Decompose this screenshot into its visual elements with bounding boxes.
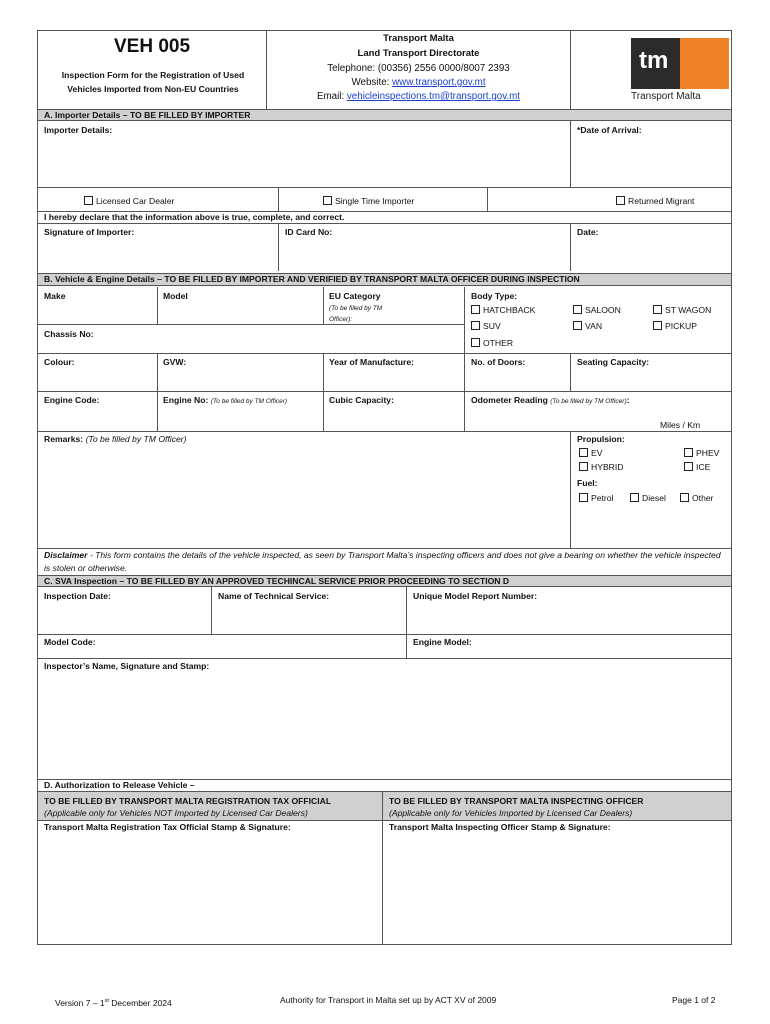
fuel-option-other[interactable]: Other <box>680 493 714 504</box>
footer-page-number: Page 1 of 2 <box>672 995 716 1005</box>
org-name: Transport Malta <box>383 33 454 44</box>
hatchback-checkbox[interactable] <box>471 305 480 314</box>
body-type-option-pickup[interactable]: PICKUP <box>653 321 697 332</box>
signature-of-importer-label: Signature of Importer: <box>44 227 135 237</box>
propulsion-option-ice[interactable]: ICE <box>684 462 710 473</box>
engine-code-label: Engine Code: <box>44 395 100 405</box>
body-type-option-st-wagon[interactable]: ST WAGON <box>653 305 711 316</box>
importer-details-label: Importer Details: <box>44 125 113 135</box>
section-d-right-head: TO BE FILLED BY TRANSPORT MALTA INSPECTING OFFICER <box>389 796 644 806</box>
propulsion-option-hybrid[interactable]: HYBRID <box>579 462 623 473</box>
section-d-right-note: (Applicable only for Vehicles Imported by Licensed Car Dealers) <box>389 808 633 818</box>
ev-checkbox[interactable] <box>579 448 588 457</box>
year-of-manufacture-label: Year of Manufacture: <box>329 357 415 367</box>
pickup-checkbox[interactable] <box>653 321 662 330</box>
website-label: Website: <box>351 77 393 88</box>
directorate: Land Transport Directorate <box>357 48 480 59</box>
licensed-car-dealer-option[interactable]: Licensed Car Dealer <box>84 196 174 207</box>
body-type-option-hatchback[interactable]: HATCHBACK <box>471 305 535 316</box>
body-type-option-saloon[interactable]: SALOON <box>573 305 621 316</box>
licensed-car-dealer-checkbox[interactable] <box>84 196 93 205</box>
eu-category-note: (To be filled by TM Officer): <box>329 305 383 323</box>
engine-no-note: (To be filled by TM Officer) <box>210 398 288 405</box>
signature-field[interactable] <box>38 238 278 270</box>
id-card-field[interactable] <box>279 238 570 270</box>
model-code-label: Model Code: <box>44 637 96 647</box>
chassis-label: Chassis No: <box>44 329 94 339</box>
form-code: VEH 005 <box>113 36 191 57</box>
single-time-importer-option[interactable]: Single Time Importer <box>323 196 414 207</box>
inspection-date-label: Inspection Date: <box>44 591 111 601</box>
email-line <box>267 90 570 104</box>
email-link[interactable]: vehicleinspections.tm@transport.gov.mt <box>346 91 521 102</box>
returned-migrant-option[interactable]: Returned Migrant <box>616 196 694 207</box>
colour-label: Colour: <box>44 357 75 367</box>
inspecting-officer-stamp-field[interactable] <box>383 834 731 943</box>
technical-service-label: Name of Technical Service: <box>218 591 330 601</box>
disclaimer-label: Disclaimer <box>44 550 88 560</box>
date-field[interactable] <box>571 238 731 270</box>
section-c-title: C. SVA Inspection – TO BE FILLED BY AN APPROVED TECHINCAL SERVICE PRIOR PROCEEDING TO SECTION D <box>38 575 731 587</box>
odometer-unit: Miles / Km <box>660 420 701 430</box>
footer-version: Version 7 – 1st December 2024 <box>55 997 172 1008</box>
fuel-option-diesel[interactable]: Diesel <box>630 493 666 504</box>
logo-caption: Transport Malta <box>631 91 701 102</box>
inspector-label: Inspector’s Name, Signature and Stamp: <box>44 661 210 671</box>
footer-authority: Authority for Transport in Malta set up by ACT XV of 2009 <box>280 995 497 1005</box>
inspector-field[interactable] <box>38 673 731 777</box>
form-title: Inspection Form for the Registration of Used Vehicles Imported from Non-EU Countries <box>61 70 245 94</box>
tax-official-stamp-field[interactable] <box>38 834 382 943</box>
section-d-left-note: (Applicable only for Vehicles NOT Imported by Licensed Car Dealers) <box>44 808 308 818</box>
engine-model-label: Engine Model: <box>413 637 472 647</box>
propulsion-option-phev[interactable]: PHEV <box>684 448 719 459</box>
remarks-field[interactable] <box>38 446 570 546</box>
fuel-option-petrol[interactable]: Petrol <box>579 493 613 504</box>
returned-migrant-checkbox[interactable] <box>616 196 625 205</box>
declaration-text: I hereby declare that the information above is true, complete, and correct. <box>44 212 345 222</box>
petrol-checkbox[interactable] <box>579 493 588 502</box>
body-type-option-suv[interactable]: SUV <box>471 321 501 332</box>
date-of-arrival-label: *Date of Arrival: <box>577 125 642 135</box>
eu-category-label: EU Category <box>329 291 381 301</box>
logo-mark <box>631 38 729 89</box>
gvw-label: GVW: <box>163 357 187 367</box>
section-a-title: A. Importer Details – TO BE FILLED BY IMPORTER <box>38 109 731 121</box>
body-type-label: Body Type: <box>471 291 518 301</box>
single-time-importer-checkbox[interactable] <box>323 196 332 205</box>
hybrid-checkbox[interactable] <box>579 462 588 471</box>
email-label: Email: <box>316 91 347 102</box>
diesel-checkbox[interactable] <box>630 493 639 502</box>
engine-no-label: Engine No: (To be filled by TM Officer) <box>163 395 288 405</box>
disclaimer <box>44 549 728 575</box>
propulsion-option-ev[interactable]: EV <box>579 448 602 459</box>
telephone: Telephone: (00356) 2556 0000/8007 2393 <box>327 63 510 74</box>
remarks-label: Remarks: (To be filled by TM Officer) <box>44 434 187 444</box>
seating-capacity-label: Seating Capacity: <box>577 357 650 367</box>
date-label: Date: <box>577 227 599 237</box>
disclaimer-text: - This form contains the details of the vehicle inspected, as seen by Transport Malta’s inspecting officers and does not give a bearing on whether the vehicle inspected is stolen or otherwise. <box>44 550 721 573</box>
section-d-title: D. Authorization to Release Vehicle – <box>38 779 731 792</box>
cubic-capacity-label: Cubic Capacity: <box>329 395 394 405</box>
tax-official-stamp-label: Transport Malta Registration Tax Official Stamp & Signature: <box>44 822 291 832</box>
phev-checkbox[interactable] <box>684 448 693 457</box>
importer-details-field[interactable] <box>38 121 570 187</box>
ice-checkbox[interactable] <box>684 462 693 471</box>
suv-checkbox[interactable] <box>471 321 480 330</box>
website-link[interactable]: www.transport.gov.mt <box>392 77 486 88</box>
inspecting-officer-stamp-label: Transport Malta Inspecting Officer Stamp & Signature: <box>389 822 611 832</box>
no-of-doors-label: No. of Doors: <box>471 357 526 367</box>
chassis-field[interactable] <box>38 325 464 352</box>
odometer-note: (To be filled by TM Officer) <box>550 398 627 405</box>
odometer-label: Odometer Reading (To be filled by TM Officer): <box>471 395 630 405</box>
van-checkbox[interactable] <box>573 321 582 330</box>
model-label: Model <box>163 291 188 301</box>
remarks-note: (To be filled by TM Officer) <box>85 434 187 444</box>
other-fuel-checkbox[interactable] <box>680 493 689 502</box>
website-line <box>267 76 570 90</box>
other-body-checkbox[interactable] <box>471 338 480 347</box>
id-card-label: ID Card No: <box>285 227 333 237</box>
body-type-option-van[interactable]: VAN <box>573 321 602 332</box>
section-d-left-head: TO BE FILLED BY TRANSPORT MALTA REGISTRATION TAX OFFICIAL <box>44 796 332 806</box>
st-wagon-checkbox[interactable] <box>653 305 662 314</box>
logo-text: tm <box>639 47 669 74</box>
section-b-title: B. Vehicle & Engine Details – TO BE FILLED BY IMPORTER AND VERIFIED BY TRANSPORT MALTA OFFICER DURING INSPECTION <box>38 273 731 286</box>
saloon-checkbox[interactable] <box>573 305 582 314</box>
transport-malta-logo <box>631 38 729 104</box>
make-label: Make <box>44 291 66 301</box>
model-report-label: Unique Model Report Number: <box>413 591 538 601</box>
fuel-label: Fuel: <box>577 478 598 488</box>
date-of-arrival-field[interactable] <box>571 121 731 187</box>
propulsion-label: Propulsion: <box>577 434 625 444</box>
body-type-option-other[interactable]: OTHER <box>471 338 513 349</box>
